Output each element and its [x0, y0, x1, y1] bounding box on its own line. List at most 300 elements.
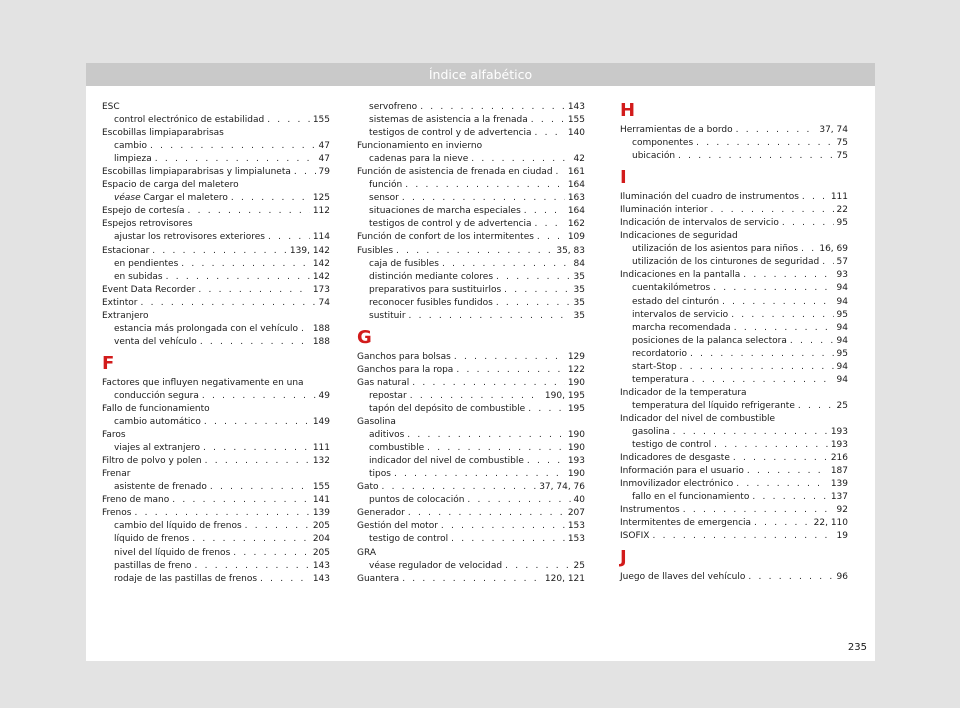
- index-entry: [357, 481, 585, 494]
- entry-term: testigo de control: [632, 440, 712, 451]
- entry-page-ref[interactable]: 143: [567, 102, 585, 112]
- entry-page-ref[interactable]: 75: [836, 138, 848, 149]
- entry-term: intervalos de servicio: [632, 309, 729, 320]
- leader-dots: [504, 284, 570, 297]
- index-subentry: [357, 271, 585, 284]
- entry-page-ref[interactable]: 162: [567, 219, 585, 230]
- entry-page-ref[interactable]: 143: [312, 560, 330, 571]
- entry-term: control electrónico de estabilidad: [114, 115, 265, 126]
- entry-page-ref[interactable]: 94: [836, 374, 848, 385]
- leader-dots: [382, 481, 537, 494]
- index-entry: [357, 166, 585, 179]
- entry-term: Funcionamiento en invierno: [357, 141, 483, 152]
- index-entry: [102, 284, 330, 297]
- entry-page-ref[interactable]: 94: [836, 361, 848, 372]
- leader-dots: [204, 416, 310, 429]
- index-subentry: [357, 153, 585, 166]
- entry-page-ref[interactable]: 207: [567, 508, 585, 519]
- entry-page-ref[interactable]: 96: [836, 572, 848, 583]
- index-subentry: [620, 348, 848, 361]
- entry-page-ref[interactable]: 193: [830, 426, 848, 437]
- entry-page-ref[interactable]: 25: [836, 400, 848, 411]
- leader-dots: [527, 455, 565, 468]
- leader-dots: [535, 127, 565, 140]
- index-entry: [620, 217, 848, 230]
- entry-page-ref[interactable]: 42: [573, 154, 585, 165]
- index-subentry: [620, 491, 848, 504]
- entry-term: Generador: [357, 508, 405, 519]
- entry-page-ref[interactable]: 190: [567, 430, 585, 441]
- index-entry: [620, 517, 848, 530]
- leader-dots: [152, 245, 287, 258]
- leader-dots: [505, 560, 570, 573]
- entry-term: venta del vehículo: [114, 336, 197, 347]
- leader-dots: [690, 348, 834, 361]
- entry-term: recordatorio: [632, 348, 688, 359]
- entry-term: Ganchos para bolsas: [357, 351, 451, 362]
- entry-page-ref[interactable]: 35, 83: [556, 245, 585, 256]
- index-entry: [620, 269, 848, 282]
- index-entry: [102, 507, 330, 520]
- index-subentry: [357, 429, 585, 442]
- leader-dots: [696, 137, 833, 150]
- entry-page-ref[interactable]: 161: [567, 167, 585, 178]
- index-subentry: [357, 468, 585, 481]
- entry-page-ref[interactable]: 25: [573, 560, 585, 571]
- entry-page-ref[interactable]: 205: [312, 547, 330, 558]
- entry-page-ref[interactable]: 173: [312, 284, 330, 295]
- leader-dots: [714, 439, 828, 452]
- entry-page-ref[interactable]: 216: [830, 453, 848, 464]
- entry-term: Freno de mano: [102, 495, 170, 506]
- index-entry: [102, 494, 330, 507]
- entry-term: componentes: [632, 138, 694, 149]
- leader-dots: [692, 374, 834, 387]
- index-subentry: [357, 494, 585, 507]
- entry-page-ref[interactable]: 195: [567, 403, 585, 414]
- index-subentry: [357, 284, 585, 297]
- index-entry: [102, 455, 330, 468]
- leader-dots: [734, 322, 834, 335]
- index-subentry: [357, 403, 585, 416]
- leader-dots: [556, 166, 565, 179]
- entry-page-ref[interactable]: 193: [830, 440, 848, 451]
- entry-term: Indicaciones de seguridad: [620, 231, 738, 242]
- index-subentry: [357, 297, 585, 310]
- entry-term: Gasolina: [357, 417, 396, 428]
- leader-dots: [456, 364, 564, 377]
- index-entry: [620, 504, 848, 517]
- entry-term: temperatura del líquido refrigerante: [632, 400, 795, 411]
- entry-page-ref[interactable]: 40: [573, 495, 585, 506]
- entry-page-ref[interactable]: 164: [567, 180, 585, 191]
- index-subentry: [357, 455, 585, 468]
- index-entry: [620, 571, 848, 584]
- leader-dots: [396, 245, 553, 258]
- entry-page-ref[interactable]: 125: [312, 193, 330, 204]
- leader-dots: [711, 204, 834, 217]
- entry-term: Función de asistencia de frenada en ciudad: [357, 167, 553, 178]
- entry-term: start-Stop: [632, 361, 677, 372]
- leader-dots: [754, 517, 811, 530]
- index-entry: [102, 377, 330, 390]
- entry-term: Frenos: [102, 508, 132, 519]
- entry-term: testigos de control y de advertencia: [369, 128, 532, 139]
- index-subentry: [357, 533, 585, 546]
- index-entry: [620, 465, 848, 478]
- entry-page-ref[interactable]: 37, 74, 76: [539, 482, 585, 493]
- index-entry: [102, 429, 330, 442]
- entry-term: Frenar: [102, 469, 131, 480]
- entry-page-ref[interactable]: 92: [836, 505, 848, 516]
- leader-dots: [203, 442, 310, 455]
- index-entry: [357, 351, 585, 364]
- entry-page-ref[interactable]: 109: [567, 232, 585, 243]
- entry-page-ref[interactable]: 149: [312, 417, 330, 428]
- index-entry: [357, 573, 585, 586]
- leader-dots: [451, 533, 565, 546]
- entry-term: en subidas: [114, 271, 163, 282]
- leader-dots: [722, 296, 833, 309]
- leader-dots: [405, 179, 565, 192]
- entry-term: Estacionar: [102, 245, 150, 256]
- entry-page-ref[interactable]: 120, 121: [544, 573, 585, 584]
- index-entry: [357, 416, 585, 429]
- entry-term: sensor: [369, 193, 399, 204]
- entry-page-ref[interactable]: 142: [312, 271, 330, 282]
- leader-dots: [166, 271, 310, 284]
- entry-term: repostar: [369, 390, 407, 401]
- leader-dots: [822, 256, 833, 269]
- entry-term: Fusibles: [357, 245, 394, 256]
- leader-dots: [134, 507, 309, 520]
- entry-term: Función de confort de los intermitentes: [357, 232, 534, 243]
- entry-term: testigo de control: [369, 534, 449, 545]
- entry-page-ref[interactable]: 140: [567, 128, 585, 139]
- entry-page-ref[interactable]: 155: [312, 115, 330, 126]
- entry-term: Faros: [102, 430, 126, 441]
- entry-term: sistemas de asistencia a la frenada: [369, 115, 528, 126]
- entry-page-ref[interactable]: 193: [567, 456, 585, 467]
- entry-page-ref[interactable]: 94: [836, 296, 848, 307]
- entry-page-ref[interactable]: 190, 195: [544, 390, 585, 401]
- leader-dots: [713, 282, 833, 295]
- entry-term: cambio: [114, 141, 147, 152]
- index-subentry: [620, 439, 848, 452]
- entry-term: servofreno: [369, 102, 418, 112]
- leader-dots: [410, 390, 542, 403]
- leader-dots: [748, 571, 833, 584]
- entry-term: Iluminación interior: [620, 205, 708, 216]
- entry-term: Indicadores de desgaste: [620, 453, 730, 464]
- entry-page-ref[interactable]: 139, 142: [289, 245, 330, 256]
- entry-term: Guantera: [357, 573, 400, 584]
- leader-dots: [496, 297, 571, 310]
- leader-dots: [202, 390, 316, 403]
- entry-page-ref[interactable]: 93: [836, 270, 848, 281]
- entry-page-ref[interactable]: 153: [567, 521, 585, 532]
- leader-dots: [140, 297, 315, 310]
- entry-term: Gato: [357, 482, 379, 493]
- entry-page-ref[interactable]: 139: [830, 479, 848, 490]
- entry-term: Espejos retrovisores: [102, 219, 193, 230]
- entry-page-ref[interactable]: 35: [573, 271, 585, 282]
- entry-page-ref[interactable]: 79: [318, 167, 330, 178]
- index-entry: [102, 218, 330, 231]
- entry-term: Escobillas limpiaparabrisas y limpialuneta: [102, 167, 291, 178]
- entry-page-ref[interactable]: 155: [312, 482, 330, 493]
- leader-dots: [231, 192, 310, 205]
- entry-page-ref[interactable]: 22: [836, 205, 848, 216]
- index-subentry: [620, 243, 848, 256]
- index-entry: [102, 166, 330, 179]
- entry-term: combustible: [369, 443, 425, 454]
- entry-page-ref[interactable]: 19: [836, 531, 848, 542]
- leader-dots: [188, 205, 310, 218]
- entry-page-ref[interactable]: 94: [836, 335, 848, 346]
- entry-term: Factores que influyen negativamente en una: [102, 377, 304, 388]
- leader-dots: [471, 153, 570, 166]
- leader-dots: [801, 243, 816, 256]
- index-entry: [357, 140, 585, 153]
- entry-page-ref[interactable]: 164: [567, 206, 585, 217]
- index-subentry: [102, 114, 330, 127]
- index-column-2: [357, 101, 585, 586]
- leader-dots: [441, 520, 565, 533]
- entry-term: Gestión del motor: [357, 521, 438, 532]
- leader-dots: [155, 153, 316, 166]
- entry-term: Ganchos para la ropa: [357, 364, 454, 375]
- entry-term: Información para el usuario: [620, 466, 744, 477]
- entry-page-ref[interactable]: 122: [567, 364, 585, 375]
- entry-page-ref[interactable]: 94: [836, 322, 848, 333]
- entry-page-ref[interactable]: 153: [567, 534, 585, 545]
- index-subentry: [357, 310, 585, 323]
- entry-page-ref[interactable]: 35: [573, 284, 585, 295]
- entry-page-ref[interactable]: 22, 110: [813, 518, 848, 529]
- entry-page-ref[interactable]: 94: [836, 283, 848, 294]
- index-subentry: [620, 296, 848, 309]
- entry-term: utilización de los cinturones de seguridad: [632, 257, 820, 268]
- entry-page-ref[interactable]: 95: [836, 348, 848, 359]
- index-entry: [620, 387, 848, 400]
- leader-dots: [181, 258, 310, 271]
- see-reference: véase: [114, 193, 144, 204]
- index-subentry: [102, 547, 330, 560]
- leader-dots: [195, 560, 310, 573]
- index-entry: [102, 310, 330, 323]
- leader-dots: [412, 377, 565, 390]
- entry-term: cambio automático: [114, 417, 201, 428]
- entry-term: Indicador de la temperatura: [620, 387, 747, 398]
- entry-term: Event Data Recorder: [102, 284, 196, 295]
- entry-page-ref[interactable]: 111: [312, 443, 330, 454]
- entry-page-ref[interactable]: 74: [318, 297, 330, 308]
- index-entry: [102, 127, 330, 140]
- index-subentry: [102, 258, 330, 271]
- entry-page-ref[interactable]: 155: [567, 115, 585, 126]
- entry-term: marcha recomendada: [632, 322, 731, 333]
- entry-page-ref[interactable]: 114: [312, 232, 330, 243]
- index-column-1: [102, 101, 330, 586]
- leader-dots: [531, 114, 565, 127]
- entry-page-ref[interactable]: 188: [312, 323, 330, 334]
- entry-term: posiciones de la palanca selectora: [632, 335, 787, 346]
- index-subentry: [357, 218, 585, 231]
- entry-page-ref[interactable]: 84: [573, 258, 585, 269]
- entry-term: Extranjero: [102, 310, 149, 321]
- entry-term: gasolina: [632, 426, 670, 437]
- entry-page-ref[interactable]: 37, 74: [819, 125, 848, 135]
- index-entry: [357, 507, 585, 520]
- entry-term: Escobillas limpiaparabrisas: [102, 128, 224, 139]
- entry-term: indicador del nivel de combustible: [369, 456, 524, 467]
- index-entry: [620, 204, 848, 217]
- index-subentry: [620, 282, 848, 295]
- entry-term: función: [369, 180, 403, 191]
- leader-dots: [205, 455, 310, 468]
- leader-dots: [802, 191, 828, 204]
- entry-page-ref[interactable]: 35: [573, 297, 585, 308]
- leader-dots: [268, 231, 310, 244]
- entry-page-ref[interactable]: 190: [567, 469, 585, 480]
- index-subentry: [357, 442, 585, 455]
- entry-term: Espacio de carga del maletero: [102, 180, 239, 191]
- entry-term: pastillas de freno: [114, 560, 192, 571]
- entry-page-ref[interactable]: 47: [318, 154, 330, 165]
- entry-term: tapón del depósito de combustible: [369, 403, 526, 414]
- entry-term: ISOFIX: [620, 531, 650, 542]
- leader-dots: [798, 400, 834, 413]
- entry-term: limpieza: [114, 154, 152, 165]
- entry-term: Espejo de cortesía: [102, 206, 185, 217]
- entry-term: preparativos para sustituirlos: [369, 284, 502, 295]
- leader-dots: [407, 429, 565, 442]
- leader-dots: [402, 192, 565, 205]
- index-entry: [102, 403, 330, 416]
- index-entry: [102, 245, 330, 258]
- leader-dots: [442, 258, 571, 271]
- index-subentry: [102, 560, 330, 573]
- index-entry: [620, 452, 848, 465]
- index-entry: [620, 191, 848, 204]
- entry-page-ref[interactable]: 95: [836, 309, 848, 320]
- index-subentry: [620, 426, 848, 439]
- entry-page-ref[interactable]: 139: [312, 508, 330, 519]
- entry-term: ajustar los retrovisores exteriores: [114, 232, 265, 243]
- entry-term: Filtro de polvo y polen: [102, 456, 202, 467]
- section-letter: G: [357, 326, 372, 348]
- index-subentry: [620, 309, 848, 322]
- entry-page-ref[interactable]: 95: [836, 218, 848, 229]
- entry-page-ref[interactable]: 35: [573, 310, 585, 321]
- leader-dots: [678, 150, 834, 163]
- entry-term: líquido de frenos: [114, 534, 190, 545]
- entry-term: testigos de control y de advertencia: [369, 219, 532, 230]
- entry-page-ref[interactable]: 49: [318, 390, 330, 401]
- leader-dots: [673, 426, 828, 439]
- index-subentry: [620, 137, 848, 150]
- entry-page-ref[interactable]: 187: [830, 466, 848, 477]
- entry-page-ref[interactable]: 188: [312, 336, 330, 347]
- leader-dots: [736, 478, 828, 491]
- index-entry: [620, 413, 848, 426]
- entry-term: reconocer fusibles fundidos: [369, 297, 493, 308]
- index-subentry: [357, 560, 585, 573]
- entry-page-ref[interactable]: 57: [836, 257, 848, 268]
- entry-term: Fallo de funcionamiento: [102, 403, 210, 414]
- page-number: 235: [847, 642, 867, 653]
- entry-term: aditivos: [369, 430, 405, 441]
- index-subentry: [102, 416, 330, 429]
- entry-term: fallo en el funcionamiento: [632, 492, 750, 503]
- leader-dots: [192, 533, 310, 546]
- entry-page-ref[interactable]: 47: [318, 141, 330, 152]
- index-entry: [102, 468, 330, 481]
- entry-term: cadenas para la nieve: [369, 154, 469, 165]
- entry-term: Indicador del nivel de combustible: [620, 413, 776, 424]
- entry-term: Iluminación del cuadro de instrumentos: [620, 192, 799, 203]
- entry-page-ref[interactable]: 16, 69: [819, 244, 848, 255]
- index-subentry: [102, 271, 330, 284]
- entry-term: caja de fusibles: [369, 258, 439, 269]
- index-entry: [357, 377, 585, 390]
- index-subentry: [620, 335, 848, 348]
- leader-dots: [790, 335, 834, 348]
- entry-term: temperatura: [632, 374, 689, 385]
- entry-term: Inmovilizador electrónico: [620, 479, 734, 490]
- entry-term: ESC: [102, 102, 120, 112]
- leader-dots: [467, 494, 570, 507]
- leader-dots: [233, 547, 310, 560]
- leader-dots: [752, 491, 827, 504]
- entry-term: distinción mediante colores: [369, 271, 494, 282]
- entry-page-ref[interactable]: 129: [567, 351, 585, 362]
- entry-page-ref[interactable]: 75: [836, 151, 848, 162]
- index-subentry: [102, 520, 330, 533]
- entry-page-ref[interactable]: 163: [567, 193, 585, 204]
- entry-page-ref[interactable]: 132: [312, 456, 330, 467]
- index-entry: [620, 230, 848, 243]
- leader-dots: [210, 481, 310, 494]
- index-subentry: [102, 390, 330, 403]
- entry-page-ref[interactable]: 141: [312, 495, 330, 506]
- entry-term: véase regulador de velocidad: [369, 560, 503, 571]
- index-entry: [357, 520, 585, 533]
- leader-dots: [420, 101, 565, 114]
- entry-term: véase Cargar el maletero: [114, 193, 228, 204]
- leader-dots: [454, 351, 565, 364]
- leader-dots: [260, 573, 310, 586]
- leader-dots: [294, 166, 316, 179]
- index-subentry: [357, 192, 585, 205]
- entry-page-ref[interactable]: 142: [312, 258, 330, 269]
- leader-dots: [743, 269, 833, 282]
- entry-page-ref[interactable]: 190: [567, 443, 585, 454]
- entry-page-ref[interactable]: 143: [312, 573, 330, 584]
- entry-page-ref[interactable]: 190: [567, 377, 585, 388]
- entry-page-ref[interactable]: 112: [312, 206, 330, 217]
- index-subentry: [620, 374, 848, 387]
- entry-page-ref[interactable]: 204: [312, 534, 330, 545]
- entry-page-ref[interactable]: 137: [830, 492, 848, 503]
- entry-term: nivel del líquido de frenos: [114, 547, 231, 558]
- entry-term: viajes al extranjero: [114, 443, 201, 454]
- index-subentry: [357, 114, 585, 127]
- entry-page-ref[interactable]: 205: [312, 521, 330, 532]
- entry-term: puntos de colocación: [369, 495, 465, 506]
- entry-page-ref[interactable]: 111: [830, 192, 848, 203]
